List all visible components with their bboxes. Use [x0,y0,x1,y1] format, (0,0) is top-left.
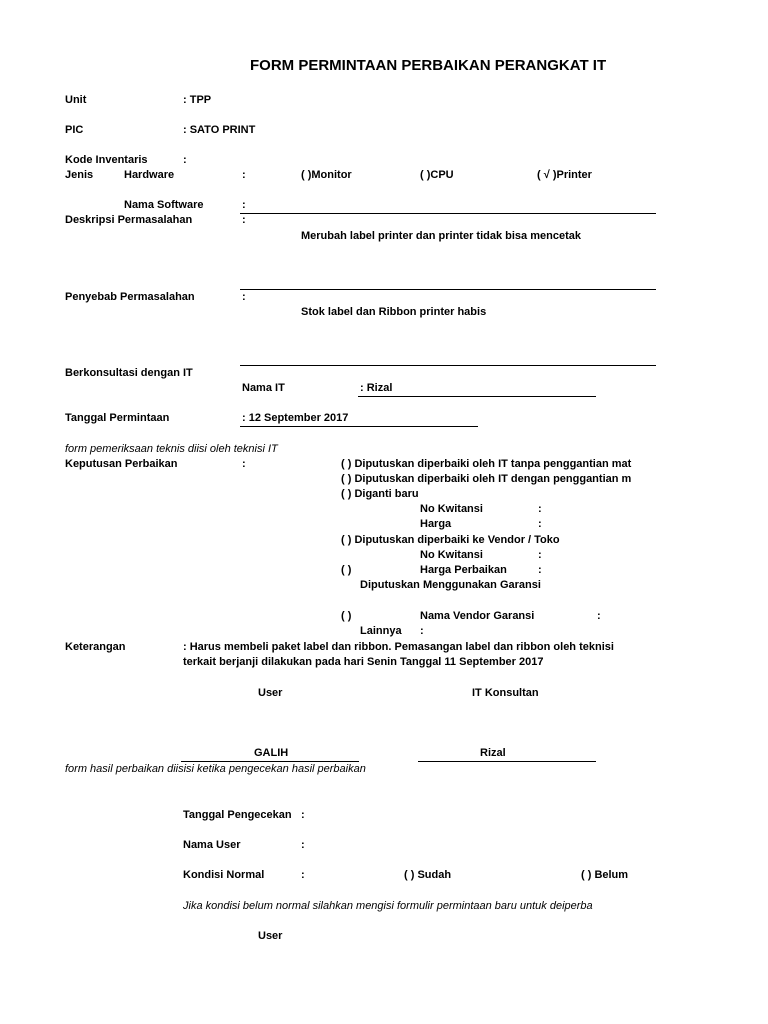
harga-1-label: Harga [420,518,452,530]
nama-vendor-colon: : [597,610,601,622]
it-sign-name: Rizal [480,747,506,759]
option-printer[interactable]: ( √ )Printer [537,169,592,181]
deskripsi-line [240,289,656,290]
konsultasi-label: Berkonsultasi dengan IT [65,367,193,379]
keputusan-label: Keputusan Perbaikan [65,458,178,470]
kondisi-normal-colon: : [301,869,305,881]
nama-it-line [358,396,596,397]
kode-inventaris-label: Kode Inventaris [65,154,148,166]
keputusan-option-2[interactable]: ( ) Diputuskan diperbaiki oleh IT dengan penggantian m [341,473,632,485]
no-kwitansi-1-colon: : [538,503,542,515]
option-cpu[interactable]: ( )CPU [420,169,454,181]
it-sign-line [418,761,596,762]
software-line [240,213,656,214]
nama-it-value: : Rizal [360,382,393,394]
software-colon: : [242,199,246,211]
no-kwitansi-1-label: No Kwitansi [420,503,483,515]
harga-perbaikan-label: Harga Perbaikan [420,564,507,576]
kondisi-sudah-option[interactable]: ( ) Sudah [404,869,452,881]
tanggal-line [240,426,478,427]
tanggal-value: : 12 September 2017 [242,412,349,424]
keterangan-line-1: : Harus membeli paket label dan ribbon. Pemasangan label dan ribbon oleh teknisi [183,641,614,653]
keputusan-option-4[interactable]: ( ) Diputuskan diperbaiki ke Vendor / Toko [341,534,560,546]
keterangan-line-2: terkait berjanji dilakukan pada hari Senin Tanggal 11 September 2017 [183,656,544,668]
option-monitor[interactable]: ( )Monitor [301,169,352,181]
it-sign-label: IT Konsultan [472,687,539,699]
jenis-label: Jenis [65,169,94,181]
keputusan-option-5[interactable]: ( ) [341,564,352,576]
nama-it-label: Nama IT [242,382,285,394]
unit-label: Unit [65,94,87,106]
note-teknis: form pemeriksaan teknis diisi oleh teknisi IT [65,443,278,455]
tanggal-pengecekan-colon: : [301,809,305,821]
penyebab-line [240,365,656,366]
software-label: Nama Software [124,199,204,211]
tanggal-label: Tanggal Permintaan [65,412,170,424]
kode-inventaris-colon: : [183,154,187,166]
nama-user-colon: : [301,839,305,851]
hasil-user-label: User [258,930,283,942]
hasil-note: Jika kondisi belum normal silahkan mengisi formulir permintaan baru untuk deiperba [183,900,593,912]
tanggal-pengecekan-label: Tanggal Pengecekan [183,809,292,821]
keputusan-option-3[interactable]: ( ) Diganti baru [341,488,419,500]
hardware-colon: : [242,169,246,181]
user-sign-name: GALIH [254,747,289,759]
no-kwitansi-2-colon: : [538,549,542,561]
keterangan-label: Keterangan [65,641,126,653]
deskripsi-label: Deskripsi Permasalahan [65,214,193,226]
keputusan-option-6[interactable]: ( ) [341,610,352,622]
nama-vendor-label: Nama Vendor Garansi [420,610,535,622]
penyebab-colon: : [242,291,246,303]
user-sign-label: User [258,687,283,699]
harga-1-colon: : [538,518,542,530]
kondisi-normal-label: Kondisi Normal [183,869,265,881]
penyebab-label: Penyebab Permasalahan [65,291,195,303]
deskripsi-value: Merubah label printer dan printer tidak bisa mencetak [301,230,581,242]
user-sign-line [181,761,359,762]
pic-value: : SATO PRINT [183,124,256,136]
penyebab-value: Stok label dan Ribbon printer habis [301,306,487,318]
deskripsi-colon: : [242,214,246,226]
harga-perbaikan-colon: : [538,564,542,576]
keputusan-colon: : [242,458,246,470]
hardware-label: Hardware [124,169,175,181]
nama-user-label: Nama User [183,839,241,851]
kondisi-belum-option[interactable]: ( ) Belum [581,869,629,881]
pic-label: PIC [65,124,84,136]
note-hasil: form hasil perbaikan diisisi ketika pengecekan hasil perbaikan [65,763,366,775]
keputusan-option-1[interactable]: ( ) Diputuskan diperbaiki oleh IT tanpa penggantian mat [341,458,632,470]
unit-value: : TPP [183,94,212,106]
form-title: FORM PERMINTAAN PERBAIKAN PERANGKAT IT [250,57,607,74]
lainnya-colon: : [420,625,424,637]
garansi-label: Diputuskan Menggunakan Garansi [360,579,541,591]
lainnya-label: Lainnya [360,625,402,637]
no-kwitansi-2-label: No Kwitansi [420,549,483,561]
